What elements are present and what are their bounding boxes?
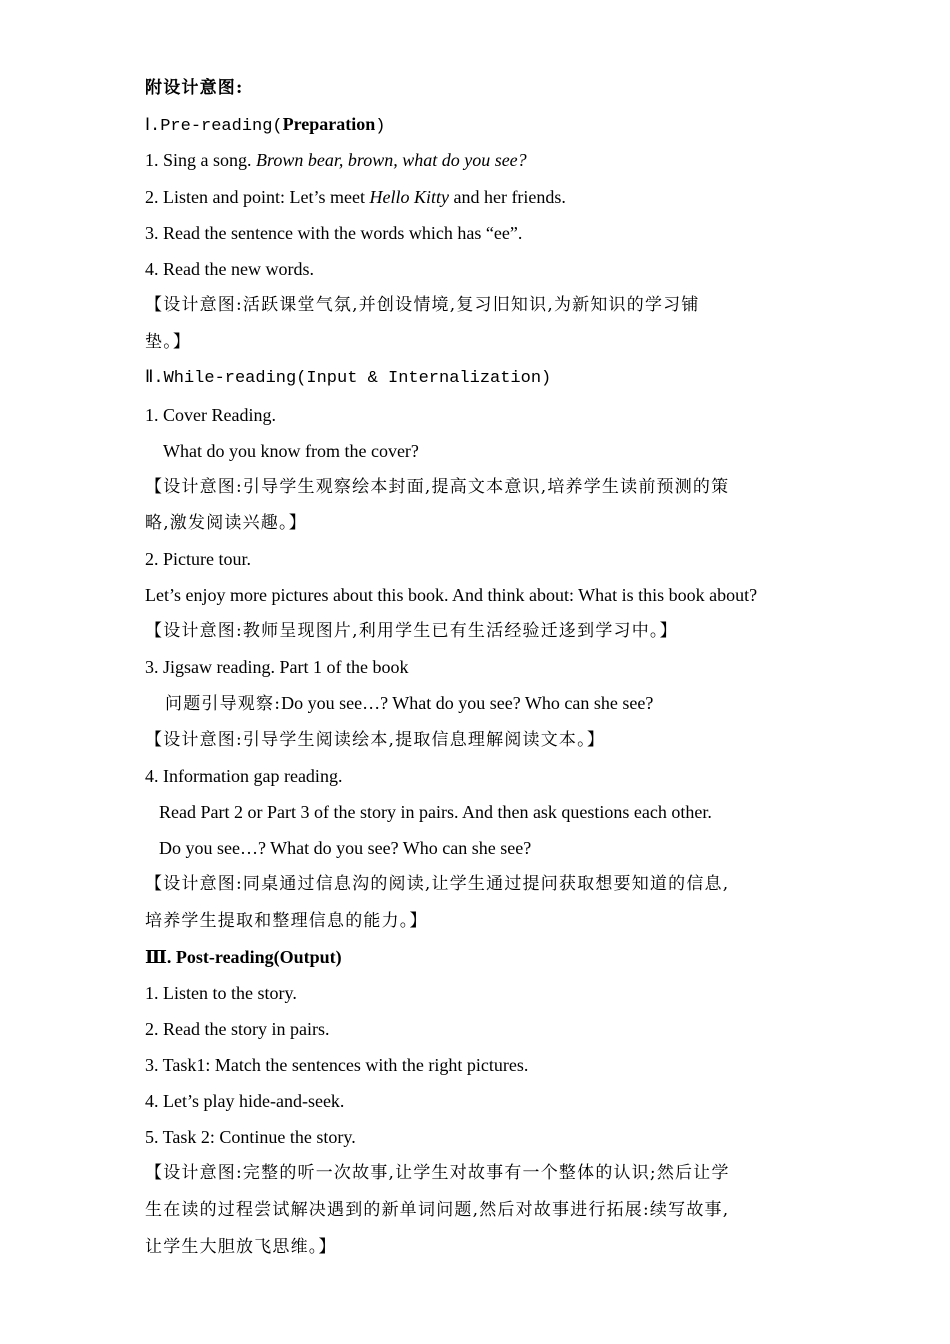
section-2-question-line [165,692,653,715]
section-1-intent-line-2: 垫。】 [145,332,192,352]
section-1-close: ) [375,117,386,136]
item-suffix-text: and her friends. [448,187,566,207]
section-2-intent-line: 【设计意图:引导学生阅读绘本,提取信息理解阅读文本。】 [145,730,606,750]
section-3-line: 3. Task1: Match the sentences with the right pictures. [145,1055,529,1075]
section-2-intent-line: 【设计意图:教师呈现图片,利用学生已有生活经验迁迻到学习中。】 [145,621,678,641]
appendix-heading: 附设计意图: [145,78,244,98]
section-2-line: 2. Picture tour. [145,549,251,569]
section-2-line: What do you know from the cover? [163,441,419,461]
section-1-intent-line-1: 【设计意图:活跃课堂气氛,并创设情境,复习旧知识,为新知识的学习铺 [145,295,700,315]
section-2-title: Ⅱ.While-reading(Input & Internalization) [145,369,552,388]
question-guide-text: Do you see…? What do you see? Who can she see? [281,693,654,713]
section-3-line: 1. Listen to the story. [145,983,297,1003]
section-1-item-4: 4. Read the new words. [145,259,314,279]
item-italic-text: Hello Kitty [369,187,449,207]
section-1-item-3: 3. Read the sentence with the words which has “ee”. [145,223,523,243]
section-3-line: 2. Read the story in pairs. [145,1019,330,1039]
section-3-line: 5. Task 2: Continue the story. [145,1127,356,1147]
section-2-line: 4. Information gap reading. [145,766,343,786]
section-2-intent-line: 培养学生提取和整理信息的能力。】 [145,911,428,931]
section-1-title-mono: Pre-reading( [160,117,283,136]
section-3-intent-line: 让学生大胆放飞思维。】 [145,1237,337,1257]
section-2-intent-line: 【设计意图:引导学生观察绘本封面,提高文本意识,培养学生读前预测的策 [145,477,730,497]
item-italic-text: Brown bear, brown, what do you see? [256,150,527,170]
section-1-title [145,113,386,138]
section-1-item-1 [145,149,527,171]
section-1-numeral: Ⅰ. [145,117,161,136]
section-3-intent-line: 【设计意图:完整的听一次故事,让学生对故事有一个整体的认识;然后让学 [145,1163,730,1183]
section-3-title: Ⅲ. Post-reading(Output) [145,947,342,967]
section-2-line: Let’s enjoy more pictures about this book. And think about: What is this book about? [145,585,758,605]
section-2-line: 1. Cover Reading. [145,405,276,425]
section-2-line: 3. Jigsaw reading. Part 1 of the book [145,657,409,677]
section-2-line: Read Part 2 or Part 3 of the story in pairs. And then ask questions each other. [159,802,712,822]
section-2-intent-line: 略,激发阅读兴趣。】 [145,513,307,533]
item-text: 1. Sing a song. [145,150,257,170]
item-text: 2. Listen and point: Let’s meet [145,187,370,207]
section-3-line: 4. Let’s play hide-and-seek. [145,1091,345,1111]
section-1-item-2 [145,186,566,208]
section-2-line: Do you see…? What do you see? Who can she see? [159,838,532,858]
section-1-title-bold: Preparation [282,114,376,134]
section-3-intent-line: 生在读的过程尝试解决遇到的新单词问题,然后对故事进行拓展:续写故事, [145,1200,730,1220]
question-guide-label: 问题引导观察: [165,694,282,714]
section-2-intent-line: 【设计意图:同桌通过信息沟的阅读,让学生通过提问获取想要知道的信息, [145,874,730,894]
